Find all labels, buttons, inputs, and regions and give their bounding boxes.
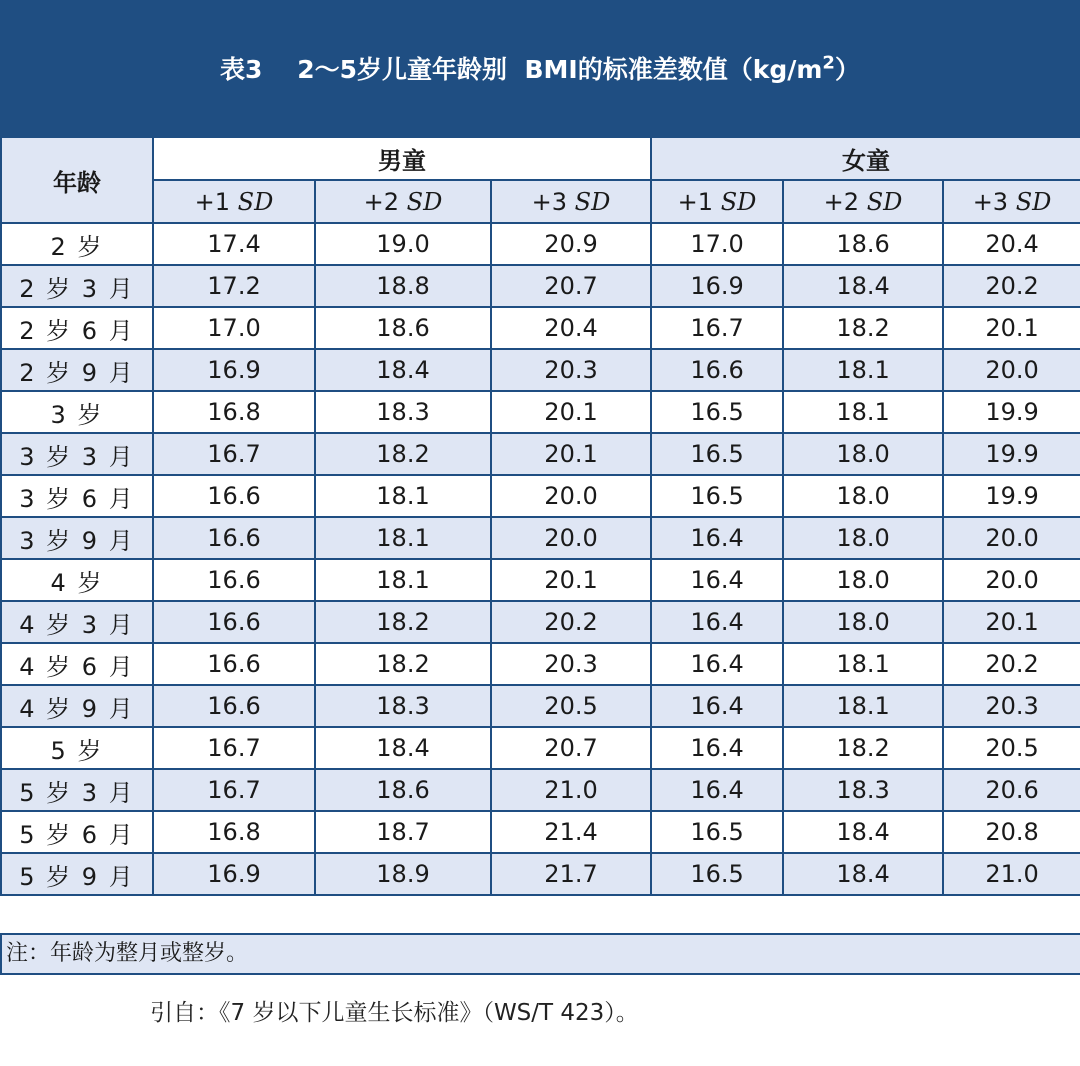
table-row bbox=[1, 601, 1080, 643]
value-cell-b2: 18.1 bbox=[315, 517, 491, 559]
value-cell-b3: 20.2 bbox=[491, 601, 651, 643]
boys-group-header: 男童 bbox=[153, 137, 651, 180]
value-cell-b2: 18.2 bbox=[315, 601, 491, 643]
value-cell-g2: 18.3 bbox=[783, 769, 943, 811]
value-cell-g2: 18.1 bbox=[783, 349, 943, 391]
source-citation: 引自：《7 岁以下儿童生长标准》（WS/T 423）。 bbox=[150, 1000, 639, 1026]
table-row bbox=[1, 811, 1080, 853]
value-cell-b2: 18.7 bbox=[315, 811, 491, 853]
value-cell-g3: 20.6 bbox=[943, 769, 1080, 811]
value-cell-g1: 16.4 bbox=[651, 601, 783, 643]
table-row bbox=[1, 517, 1080, 559]
value-cell-g2: 18.4 bbox=[783, 853, 943, 895]
value-cell-b2: 18.6 bbox=[315, 769, 491, 811]
value-cell-g2: 18.0 bbox=[783, 517, 943, 559]
age-cell: 4 岁 3 月 bbox=[1, 601, 153, 643]
table-row bbox=[1, 475, 1080, 517]
age-cell: 2 岁 3 月 bbox=[1, 265, 153, 307]
value-cell-g3: 20.0 bbox=[943, 349, 1080, 391]
age-cell: 2 岁 9 月 bbox=[1, 349, 153, 391]
value-cell-b1: 16.6 bbox=[153, 559, 315, 601]
value-cell-g3: 20.5 bbox=[943, 727, 1080, 769]
table-row bbox=[1, 265, 1080, 307]
value-cell-b2: 18.4 bbox=[315, 349, 491, 391]
value-cell-g2: 18.2 bbox=[783, 307, 943, 349]
value-cell-g2: 18.0 bbox=[783, 559, 943, 601]
value-cell-g1: 16.4 bbox=[651, 643, 783, 685]
table-row bbox=[1, 769, 1080, 811]
value-cell-g1: 16.4 bbox=[651, 769, 783, 811]
value-cell-g2: 18.2 bbox=[783, 727, 943, 769]
table-title bbox=[0, 50, 1080, 86]
value-cell-b3: 20.7 bbox=[491, 727, 651, 769]
value-cell-g1: 17.0 bbox=[651, 223, 783, 265]
value-cell-b1: 16.7 bbox=[153, 769, 315, 811]
value-cell-b2: 18.1 bbox=[315, 559, 491, 601]
table-row bbox=[1, 643, 1080, 685]
table-row bbox=[1, 727, 1080, 769]
table-body bbox=[1, 223, 1080, 895]
value-cell-b2: 18.8 bbox=[315, 265, 491, 307]
value-cell-g1: 16.9 bbox=[651, 265, 783, 307]
value-cell-b2: 18.3 bbox=[315, 685, 491, 727]
girls-sd2-header: +2 SD bbox=[783, 180, 943, 223]
value-cell-g1: 16.5 bbox=[651, 391, 783, 433]
age-cell: 5 岁 bbox=[1, 727, 153, 769]
bmi-sd-table bbox=[0, 136, 1080, 896]
value-cell-b3: 20.9 bbox=[491, 223, 651, 265]
table-note: 注：年龄为整月或整岁。 bbox=[0, 933, 1080, 975]
table-row bbox=[1, 433, 1080, 475]
girls-group-header: 女童 bbox=[651, 137, 1080, 180]
value-cell-g1: 16.7 bbox=[651, 307, 783, 349]
value-cell-b3: 20.7 bbox=[491, 265, 651, 307]
value-cell-b3: 21.0 bbox=[491, 769, 651, 811]
boys-sd3-header: +3 SD bbox=[491, 180, 651, 223]
value-cell-b2: 18.2 bbox=[315, 643, 491, 685]
age-cell: 4 岁 bbox=[1, 559, 153, 601]
value-cell-g1: 16.6 bbox=[651, 349, 783, 391]
value-cell-g3: 20.4 bbox=[943, 223, 1080, 265]
value-cell-b1: 16.6 bbox=[153, 517, 315, 559]
value-cell-g3: 20.2 bbox=[943, 643, 1080, 685]
value-cell-g3: 20.0 bbox=[943, 517, 1080, 559]
value-cell-b3: 20.3 bbox=[491, 349, 651, 391]
value-cell-g3: 20.2 bbox=[943, 265, 1080, 307]
value-cell-g3: 19.9 bbox=[943, 475, 1080, 517]
value-cell-b3: 21.7 bbox=[491, 853, 651, 895]
age-cell: 5 岁 3 月 bbox=[1, 769, 153, 811]
value-cell-b2: 18.3 bbox=[315, 391, 491, 433]
age-cell: 3 岁 3 月 bbox=[1, 433, 153, 475]
value-cell-b3: 21.4 bbox=[491, 811, 651, 853]
value-cell-b3: 20.5 bbox=[491, 685, 651, 727]
value-cell-g1: 16.4 bbox=[651, 517, 783, 559]
title-tail: ） bbox=[834, 55, 860, 84]
value-cell-b3: 20.0 bbox=[491, 517, 651, 559]
age-cell: 2 岁 6 月 bbox=[1, 307, 153, 349]
age-column-header: 年龄 bbox=[1, 137, 153, 223]
value-cell-b3: 20.4 bbox=[491, 307, 651, 349]
value-cell-b3: 20.1 bbox=[491, 391, 651, 433]
table-row bbox=[1, 853, 1080, 895]
value-cell-b1: 16.6 bbox=[153, 601, 315, 643]
value-cell-b2: 18.2 bbox=[315, 433, 491, 475]
age-cell: 3 岁 9 月 bbox=[1, 517, 153, 559]
header-row-sd bbox=[1, 180, 1080, 223]
value-cell-g2: 18.1 bbox=[783, 643, 943, 685]
value-cell-b1: 16.6 bbox=[153, 643, 315, 685]
value-cell-b1: 16.7 bbox=[153, 727, 315, 769]
table-row bbox=[1, 559, 1080, 601]
value-cell-g1: 16.4 bbox=[651, 727, 783, 769]
value-cell-b1: 16.9 bbox=[153, 853, 315, 895]
header-row-groups bbox=[1, 137, 1080, 180]
value-cell-g2: 18.1 bbox=[783, 685, 943, 727]
value-cell-g1: 16.5 bbox=[651, 853, 783, 895]
value-cell-g1: 16.4 bbox=[651, 685, 783, 727]
table-row bbox=[1, 223, 1080, 265]
value-cell-g1: 16.4 bbox=[651, 559, 783, 601]
girls-sd3-header: +3 SD bbox=[943, 180, 1080, 223]
value-cell-b2: 18.4 bbox=[315, 727, 491, 769]
value-cell-g3: 21.0 bbox=[943, 853, 1080, 895]
value-cell-g3: 20.0 bbox=[943, 559, 1080, 601]
age-cell: 5 岁 9 月 bbox=[1, 853, 153, 895]
value-cell-g3: 20.1 bbox=[943, 601, 1080, 643]
age-cell: 4 岁 9 月 bbox=[1, 685, 153, 727]
value-cell-b3: 20.1 bbox=[491, 559, 651, 601]
value-cell-g3: 20.3 bbox=[943, 685, 1080, 727]
girls-sd1-header: +1 SD bbox=[651, 180, 783, 223]
table-row bbox=[1, 391, 1080, 433]
value-cell-b1: 17.0 bbox=[153, 307, 315, 349]
table-row bbox=[1, 349, 1080, 391]
value-cell-b1: 16.8 bbox=[153, 391, 315, 433]
boys-sd2-header: +2 SD bbox=[315, 180, 491, 223]
age-cell: 2 岁 bbox=[1, 223, 153, 265]
value-cell-g2: 18.0 bbox=[783, 475, 943, 517]
value-cell-g2: 18.1 bbox=[783, 391, 943, 433]
value-cell-b1: 16.9 bbox=[153, 349, 315, 391]
value-cell-g3: 19.9 bbox=[943, 433, 1080, 475]
value-cell-g2: 18.6 bbox=[783, 223, 943, 265]
value-cell-g2: 18.0 bbox=[783, 601, 943, 643]
value-cell-g2: 18.4 bbox=[783, 265, 943, 307]
boys-sd1-header: +1 SD bbox=[153, 180, 315, 223]
value-cell-b2: 19.0 bbox=[315, 223, 491, 265]
value-cell-g1: 16.5 bbox=[651, 475, 783, 517]
age-cell: 4 岁 6 月 bbox=[1, 643, 153, 685]
value-cell-g2: 18.0 bbox=[783, 433, 943, 475]
value-cell-g3: 20.1 bbox=[943, 307, 1080, 349]
value-cell-b1: 16.6 bbox=[153, 685, 315, 727]
value-cell-b3: 20.3 bbox=[491, 643, 651, 685]
value-cell-b3: 20.0 bbox=[491, 475, 651, 517]
value-cell-b1: 17.2 bbox=[153, 265, 315, 307]
table-row bbox=[1, 307, 1080, 349]
age-cell: 3 岁 bbox=[1, 391, 153, 433]
table-row bbox=[1, 685, 1080, 727]
value-cell-g1: 16.5 bbox=[651, 811, 783, 853]
value-cell-b2: 18.9 bbox=[315, 853, 491, 895]
age-cell: 3 岁 6 月 bbox=[1, 475, 153, 517]
value-cell-b3: 20.1 bbox=[491, 433, 651, 475]
age-cell: 5 岁 6 月 bbox=[1, 811, 153, 853]
value-cell-g3: 20.8 bbox=[943, 811, 1080, 853]
title-text: 表3 2～5岁儿童年龄别 BMI的标准差数值（kg/m bbox=[220, 55, 823, 84]
value-cell-b1: 16.7 bbox=[153, 433, 315, 475]
value-cell-g3: 19.9 bbox=[943, 391, 1080, 433]
value-cell-b2: 18.1 bbox=[315, 475, 491, 517]
title-superscript: 2 bbox=[822, 52, 835, 74]
value-cell-g1: 16.5 bbox=[651, 433, 783, 475]
value-cell-b2: 18.6 bbox=[315, 307, 491, 349]
value-cell-g2: 18.4 bbox=[783, 811, 943, 853]
value-cell-b1: 16.6 bbox=[153, 475, 315, 517]
value-cell-b1: 16.8 bbox=[153, 811, 315, 853]
value-cell-b1: 17.4 bbox=[153, 223, 315, 265]
